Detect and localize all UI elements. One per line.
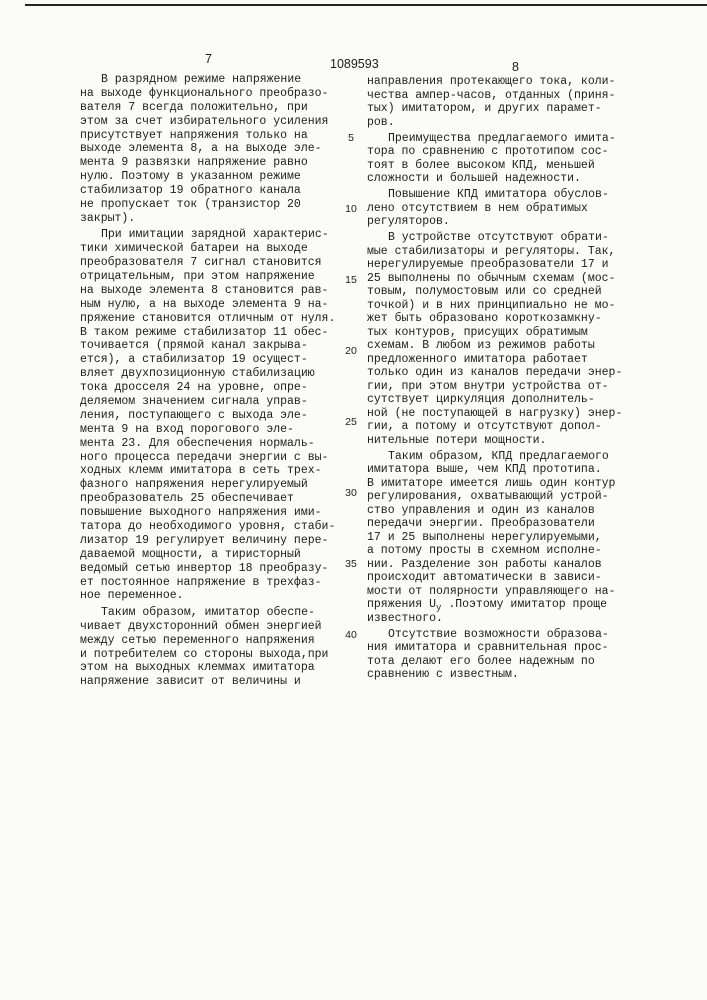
text-line: деляемом значением сигнала управ-	[80, 395, 342, 409]
text-line: нительные потери мощности.	[367, 434, 629, 448]
paragraph	[80, 228, 342, 603]
text-line: В имитаторе имеется лишь один контур	[367, 477, 629, 491]
text-line: гии, при этом внутри устройства от-	[367, 380, 629, 394]
margin-line-number: 40	[342, 629, 360, 641]
text-line: мента 9 развязки напряжение равно	[80, 156, 342, 170]
margin-line-number: 30	[342, 487, 360, 499]
patent-number: 1089593	[330, 57, 379, 71]
margin-line-number: 15	[342, 274, 360, 286]
text-line: лено отсутствием в нем обратимых	[367, 202, 629, 216]
paragraph	[367, 628, 629, 682]
text-line: тора по сравнению с прототипом сос-	[367, 145, 629, 159]
text-line: В устройстве отсутствуют обрати-	[367, 231, 629, 245]
text-line: между сетью переменного напряжения	[80, 634, 342, 648]
text-line: тых контуров, присущих обратимым	[367, 326, 629, 340]
text-line: мые стабилизаторы и регуляторы. Так,	[367, 245, 629, 259]
text-line: Таким образом, имитатор обеспе-	[80, 606, 342, 620]
text-line: товым, полумостовым или со средней	[367, 285, 629, 299]
text-line: ров.	[367, 116, 629, 130]
text-line: сутствует циркуляция дополнитель-	[367, 393, 629, 407]
paragraph	[367, 75, 629, 129]
text-line: чивает двухсторонний обмен энергией	[80, 620, 342, 634]
text-line: Отсутствие возможности образова-	[367, 628, 629, 642]
text-line: При имитации зарядной характерис-	[80, 228, 342, 242]
left-column	[80, 73, 342, 692]
text-line: ния имитатора и сравнительная прос-	[367, 641, 629, 655]
text-line: мости от полярности управляющего на-	[367, 585, 629, 599]
text-line: ство управления и один из каналов	[367, 504, 629, 518]
text-line: даваемой мощности, а тиристорный	[80, 548, 342, 562]
text-line: ления, поступающего с выхода эле-	[80, 409, 342, 423]
text-line: ное переменное.	[80, 589, 342, 603]
text-line: преобразователь 25 обеспечивает	[80, 492, 342, 506]
text-line: предложенного имитатора работает	[367, 353, 629, 367]
text-line: нерегулируемые преобразователи 17 и	[367, 258, 629, 272]
text-line: В таком режиме стабилизатор 11 обес-	[80, 326, 342, 340]
paragraph	[80, 606, 342, 689]
paragraph	[367, 132, 629, 186]
text-line: лизатор 19 регулирует величину пере-	[80, 534, 342, 548]
text-line: В разрядном режиме напряжение	[80, 73, 342, 87]
text-line: стабилизатор 19 обратного канала	[80, 184, 342, 198]
paragraph	[367, 450, 629, 626]
text-line: мента 9 на вход порогового эле-	[80, 423, 342, 437]
text-line: только один из каналов передачи энер-	[367, 366, 629, 380]
top-rule	[25, 4, 707, 6]
text-line: нулю. Поэтому в указанном режиме	[80, 170, 342, 184]
text-line: ного процесса передачи энергии с вы-	[80, 451, 342, 465]
text-line: тота делают его более надежным по	[367, 655, 629, 669]
text-segment: .Поэтому имитатор проще	[441, 598, 607, 611]
text-line: мента 23. Для обеспечения нормаль-	[80, 437, 342, 451]
text-line: выходе элемента 8, а на выходе эле-	[80, 142, 342, 156]
paragraph	[367, 188, 629, 229]
subscript: y	[436, 603, 441, 613]
text-line: ведомый сетью инвертор 18 преобразу-	[80, 562, 342, 576]
text-line: ным нулю, а на выходе элемента 9 на-	[80, 298, 342, 312]
margin-line-number: 10	[342, 203, 360, 215]
text-line: и потребителем со стороны выхода,при	[80, 648, 342, 662]
text-line: Повышение КПД имитатора обуслов-	[367, 188, 629, 202]
margin-line-number: 35	[342, 558, 360, 570]
text-line: тока дросселя 24 на уровне, опре-	[80, 381, 342, 395]
text-line: точкой) и в них принципиально не мо-	[367, 299, 629, 313]
text-line: ется), а стабилизатор 19 осущест-	[80, 353, 342, 367]
text-line: напряжение зависит от величины и	[80, 675, 342, 689]
text-line: нии. Разделение зон работы каналов	[367, 558, 629, 572]
text-line: вателя 7 всегда положительно, при	[80, 101, 342, 115]
text-line	[367, 598, 629, 612]
right-column	[367, 75, 629, 684]
text-line: закрыт).	[80, 212, 342, 226]
text-line: этом за счет избирательного усиления	[80, 115, 342, 129]
text-line: происходит автоматически в зависи-	[367, 571, 629, 585]
text-line: передачи энергии. Преобразователи	[367, 517, 629, 531]
text-line: тоят в более высоком КПД, меньшей	[367, 159, 629, 173]
text-line: преобразователя 7 сигнал становится	[80, 256, 342, 270]
text-line: жет быть образовано короткозамкну-	[367, 312, 629, 326]
text-line: регуляторов.	[367, 215, 629, 229]
text-line: тики химической батареи на выходе	[80, 242, 342, 256]
margin-line-number: 20	[342, 345, 360, 357]
text-line: 25 выполнены по обычным схемам (мос-	[367, 272, 629, 286]
text-line: направления протекающего тока, коли-	[367, 75, 629, 89]
paragraph	[367, 231, 629, 447]
text-line: гии, а потому и отсутствуют допол-	[367, 420, 629, 434]
text-line: ной (не поступающей в нагрузку) энер-	[367, 407, 629, 421]
text-line: сравнению с известным.	[367, 668, 629, 682]
margin-line-number: 25	[342, 416, 360, 428]
text-line: регулирования, охватывающий устрой-	[367, 490, 629, 504]
right-page-number: 8	[512, 60, 519, 74]
text-line: татора до необходимого уровня, стаби-	[80, 520, 342, 534]
text-line: пряжение становится отличным от нуля.	[80, 312, 342, 326]
margin-line-number: 5	[342, 132, 360, 144]
text-line: повышение выходного напряжения ими-	[80, 506, 342, 520]
text-line: Таким образом, КПД предлагаемого	[367, 450, 629, 464]
text-line: присутствует напряжения только на	[80, 129, 342, 143]
text-line: ходных клемм имитатора в сеть трех-	[80, 464, 342, 478]
text-line: не пропускает ток (транзистор 20	[80, 198, 342, 212]
text-line: отрицательным, при этом напряжение	[80, 270, 342, 284]
text-line: на выходе элемента 8 становится рав-	[80, 284, 342, 298]
text-line: фазного напряжения нерегулируемый	[80, 478, 342, 492]
text-line: этом на выходных клеммах имитатора	[80, 661, 342, 675]
text-line: ет постоянное напряжение в трехфаз-	[80, 576, 342, 590]
text-line: а потому просты в схемном исполне-	[367, 544, 629, 558]
text-line: 17 и 25 выполнены нерегулируемыми,	[367, 531, 629, 545]
left-page-number: 7	[205, 52, 212, 66]
text-line: на выходе функционального преобразо-	[80, 87, 342, 101]
paragraph	[80, 73, 342, 226]
text-line: вляет двухпозиционную стабилизацию	[80, 367, 342, 381]
text-line: схемам. В любом из режимов работы	[367, 339, 629, 353]
text-line: точивается (прямой канал закрыва-	[80, 339, 342, 353]
text-line: Преимущества предлагаемого имита-	[367, 132, 629, 146]
text-segment: пряжения U	[367, 598, 436, 611]
text-line: тых) имитатором, и других парамет-	[367, 102, 629, 116]
text-line: имитатора выше, чем КПД прототипа.	[367, 463, 629, 477]
text-line: чества ампер-часов, отданных (приня-	[367, 89, 629, 103]
text-line: известного.	[367, 612, 629, 626]
text-line: сложности и большей надежности.	[367, 172, 629, 186]
